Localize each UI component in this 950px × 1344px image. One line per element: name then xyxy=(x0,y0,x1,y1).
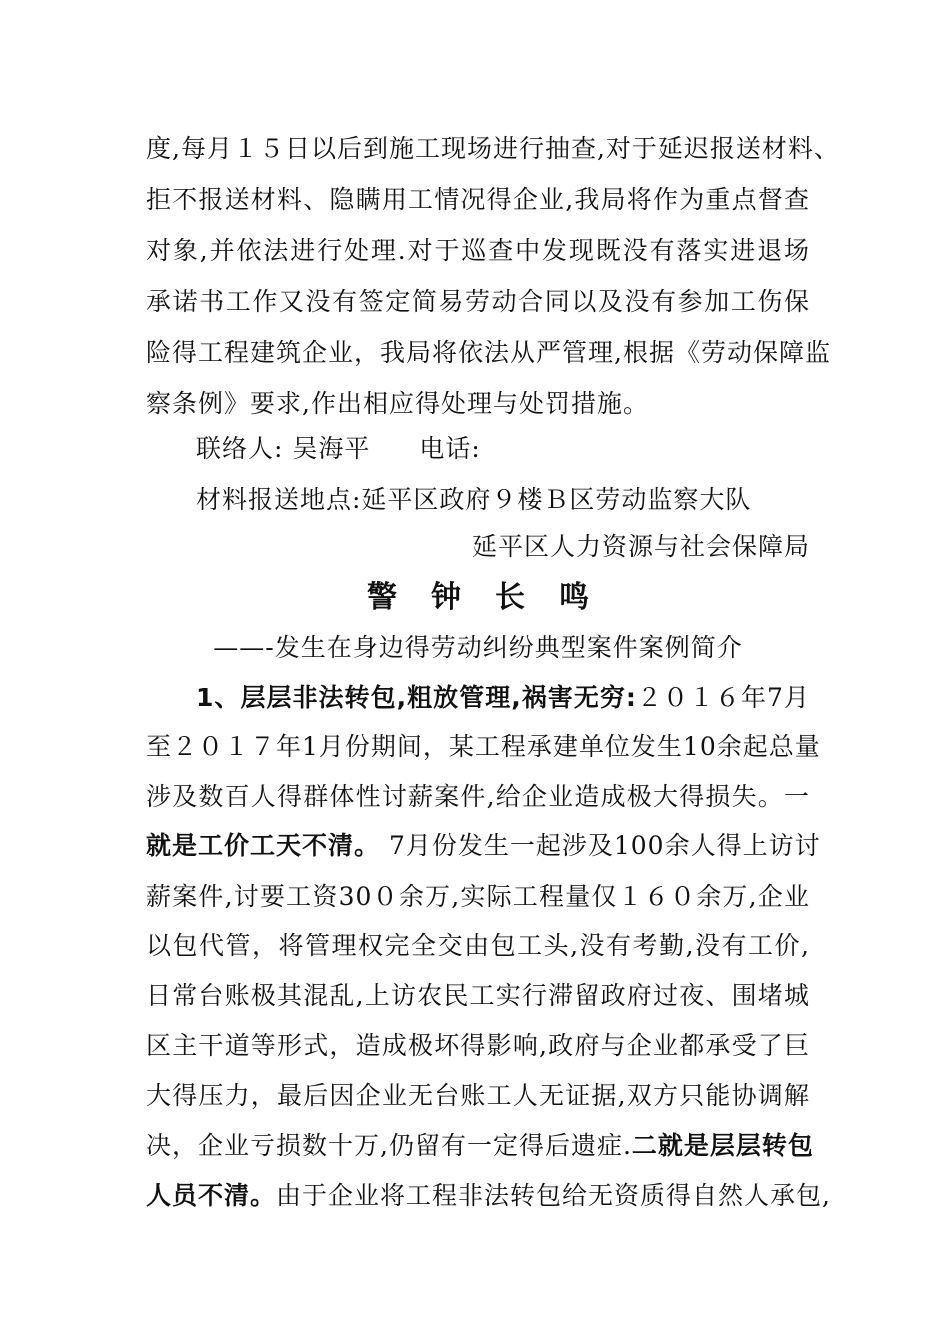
emphasis-point-one: 就是工价工天不清。 xyxy=(146,831,381,860)
body-line: 大得压力，最后因企业无台账工人无证据,双方只能协调解 xyxy=(146,1081,810,1110)
body-line: 至２０１７年1月份期间，某工程承建单位发生10余起总量 xyxy=(146,732,821,761)
contact-person-name: 吴海平 xyxy=(292,434,371,463)
body-line: 承诺书工作又没有签定简易劳动合同以及没有参加工伤保 xyxy=(146,287,810,316)
body-line: 对象,并依法进行处理.对于巡查中发现既没有落实进退场 xyxy=(146,236,810,265)
body-line: 度,每月１５日以后到施工现场进行抽查,对于延迟报送材料、 xyxy=(146,134,840,163)
body-line xyxy=(146,1131,814,1161)
section-title: 警钟长鸣 xyxy=(367,580,623,615)
contact-phone-label: 电话: xyxy=(419,434,481,463)
body-line: 日常台账极其混乱,上访农民工实行滞留政府过夜、围堵城 xyxy=(146,981,810,1010)
case-heading-rest: ２０１６年7月 xyxy=(636,683,810,712)
body-text: 由于企业将工程非法转包给无资质得自然人承包, xyxy=(276,1181,831,1210)
body-line: 察条例》要求,作出相应得处理与处罚措施。 xyxy=(146,389,649,418)
contact-person-label: 联络人: xyxy=(196,434,284,463)
body-line: 涉及数百人得群体性讨薪案件,给企业造成极大得损失。一 xyxy=(146,782,810,811)
contact-line xyxy=(196,434,810,464)
body-line: 拒不报送材料、隐瞒用工情况得企业,我局将作为重点督查 xyxy=(146,185,810,214)
body-line: 区主干道等形式，造成极坏得影响,政府与企业都承受了巨 xyxy=(146,1031,810,1060)
body-line xyxy=(146,1181,831,1211)
body-text: 7月份发生一起涉及100余人得上访讨 xyxy=(388,831,821,860)
case-heading: 1、层层非法转包,粗放管理,祸害无穷: xyxy=(196,683,637,712)
case-heading-line xyxy=(196,683,810,713)
body-line: 险得工程建筑企业，我局将依法从严管理,根据《劳动保障监 xyxy=(146,338,831,367)
emphasis-point-two-cont: 人员不清。 xyxy=(146,1181,277,1210)
body-line xyxy=(146,831,821,861)
body-line: 以包代管，将管理权完全交由包工头,没有考勤,没有工价, xyxy=(146,931,810,960)
emphasis-point-two: 二就是层层转包 xyxy=(631,1131,814,1160)
body-line: 薪案件,讨要工资30０余万,实际工程量仅１６０余万,企业 xyxy=(146,882,810,911)
section-subtitle: ——-发生在身边得劳动纠纷典型案件案例简介 xyxy=(213,633,743,662)
contact-address: 材料报送地点:延平区政府９楼Ｂ区劳动监察大队 xyxy=(196,485,752,514)
body-text: 决，企业亏损数十万,仍留有一定得后遗症. xyxy=(146,1131,632,1160)
signature: 延平区人力资源与社会保障局 xyxy=(471,532,810,561)
